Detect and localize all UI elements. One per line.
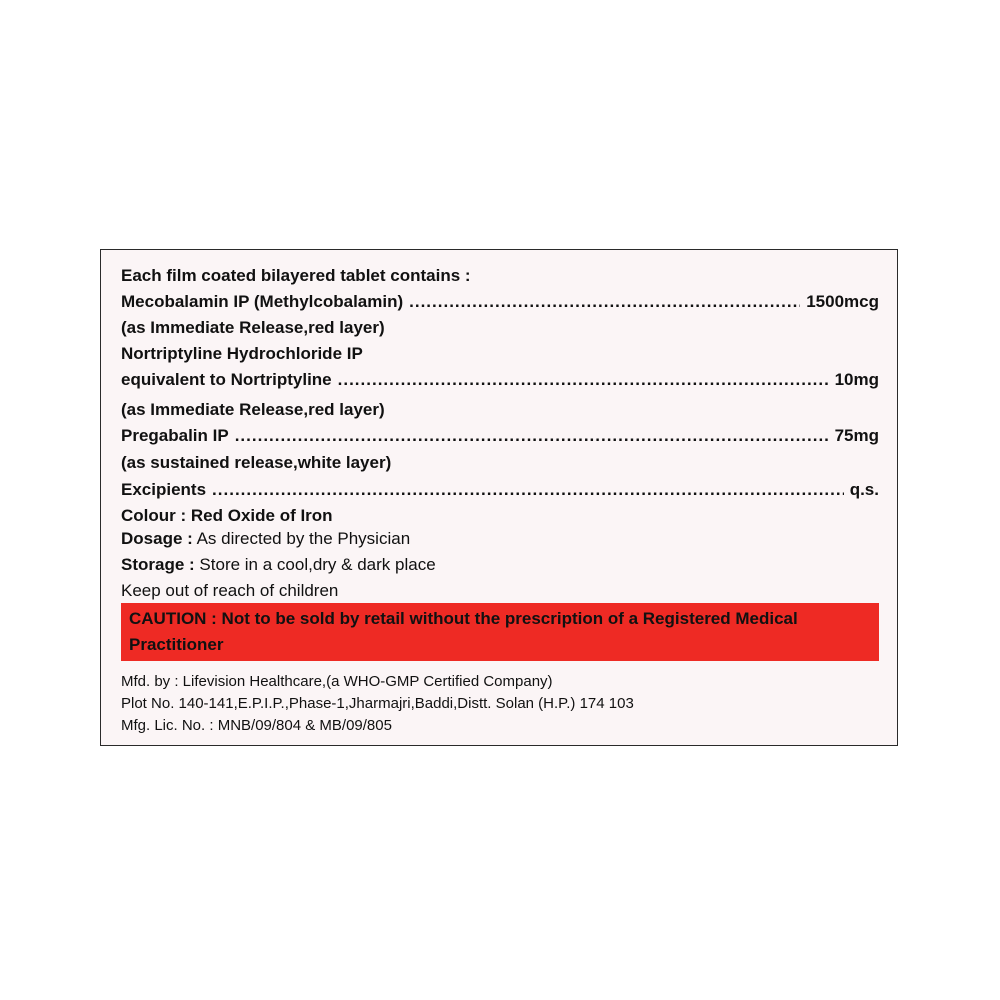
medicine-label-panel [100, 249, 898, 746]
dosage-line [121, 526, 410, 552]
storage-value: Store in a cool,dry & dark place [199, 555, 436, 574]
storage-label: Storage : [121, 555, 195, 574]
caution-banner: CAUTION : Not to be sold by retail without the prescription of a Registered Medical Practitioner [121, 603, 879, 661]
dosage-value: As directed by the Physician [196, 529, 411, 548]
keep-out-warning: Keep out of reach of children [121, 581, 339, 600]
leader-dots [212, 477, 844, 503]
composition-header: Each film coated bilayered tablet contains : [121, 266, 471, 285]
manufacturer-line: Mfd. by : Lifevision Healthcare,(a WHO-GMP Certified Company) [121, 673, 553, 690]
ingredient-excipients [121, 477, 879, 503]
release-note: (as sustained release,white layer) [121, 453, 392, 472]
storage-line [121, 552, 436, 578]
leader-dots [409, 289, 800, 315]
ingredient-quantity: 10mg [834, 370, 879, 389]
ingredient-quantity: q.s. [849, 480, 879, 499]
address-line: Plot No. 140-141,E.P.I.P.,Phase-1,Jharmajri,Baddi,Distt. Solan (H.P.) 174 103 [121, 695, 634, 712]
ingredient-name: Pregabalin IP [121, 426, 229, 445]
leader-dots [338, 367, 829, 393]
colour-label: Colour : [121, 506, 187, 525]
colour-value: Red Oxide of Iron [190, 506, 333, 525]
leader-dots [235, 423, 829, 449]
release-note: (as Immediate Release,red layer) [121, 400, 385, 419]
ingredient-name: Excipients [121, 480, 207, 499]
ingredient-pregabalin [121, 423, 879, 449]
ingredient-nortriptyline-name: Nortriptyline Hydrochloride IP [121, 344, 363, 363]
ingredient-name: Mecobalamin IP (Methylcobalamin) [121, 292, 404, 311]
dosage-label: Dosage : [121, 529, 193, 548]
ingredient-name: equivalent to Nortriptyline [121, 370, 332, 389]
ingredient-quantity: 1500mcg [806, 292, 879, 311]
ingredient-mecobalamin [121, 289, 879, 315]
license-line: Mfg. Lic. No. : MNB/09/804 & MB/09/805 [121, 717, 392, 734]
release-note: (as Immediate Release,red layer) [121, 318, 385, 337]
ingredient-quantity: 75mg [834, 426, 879, 445]
ingredient-nortriptyline [121, 367, 879, 393]
